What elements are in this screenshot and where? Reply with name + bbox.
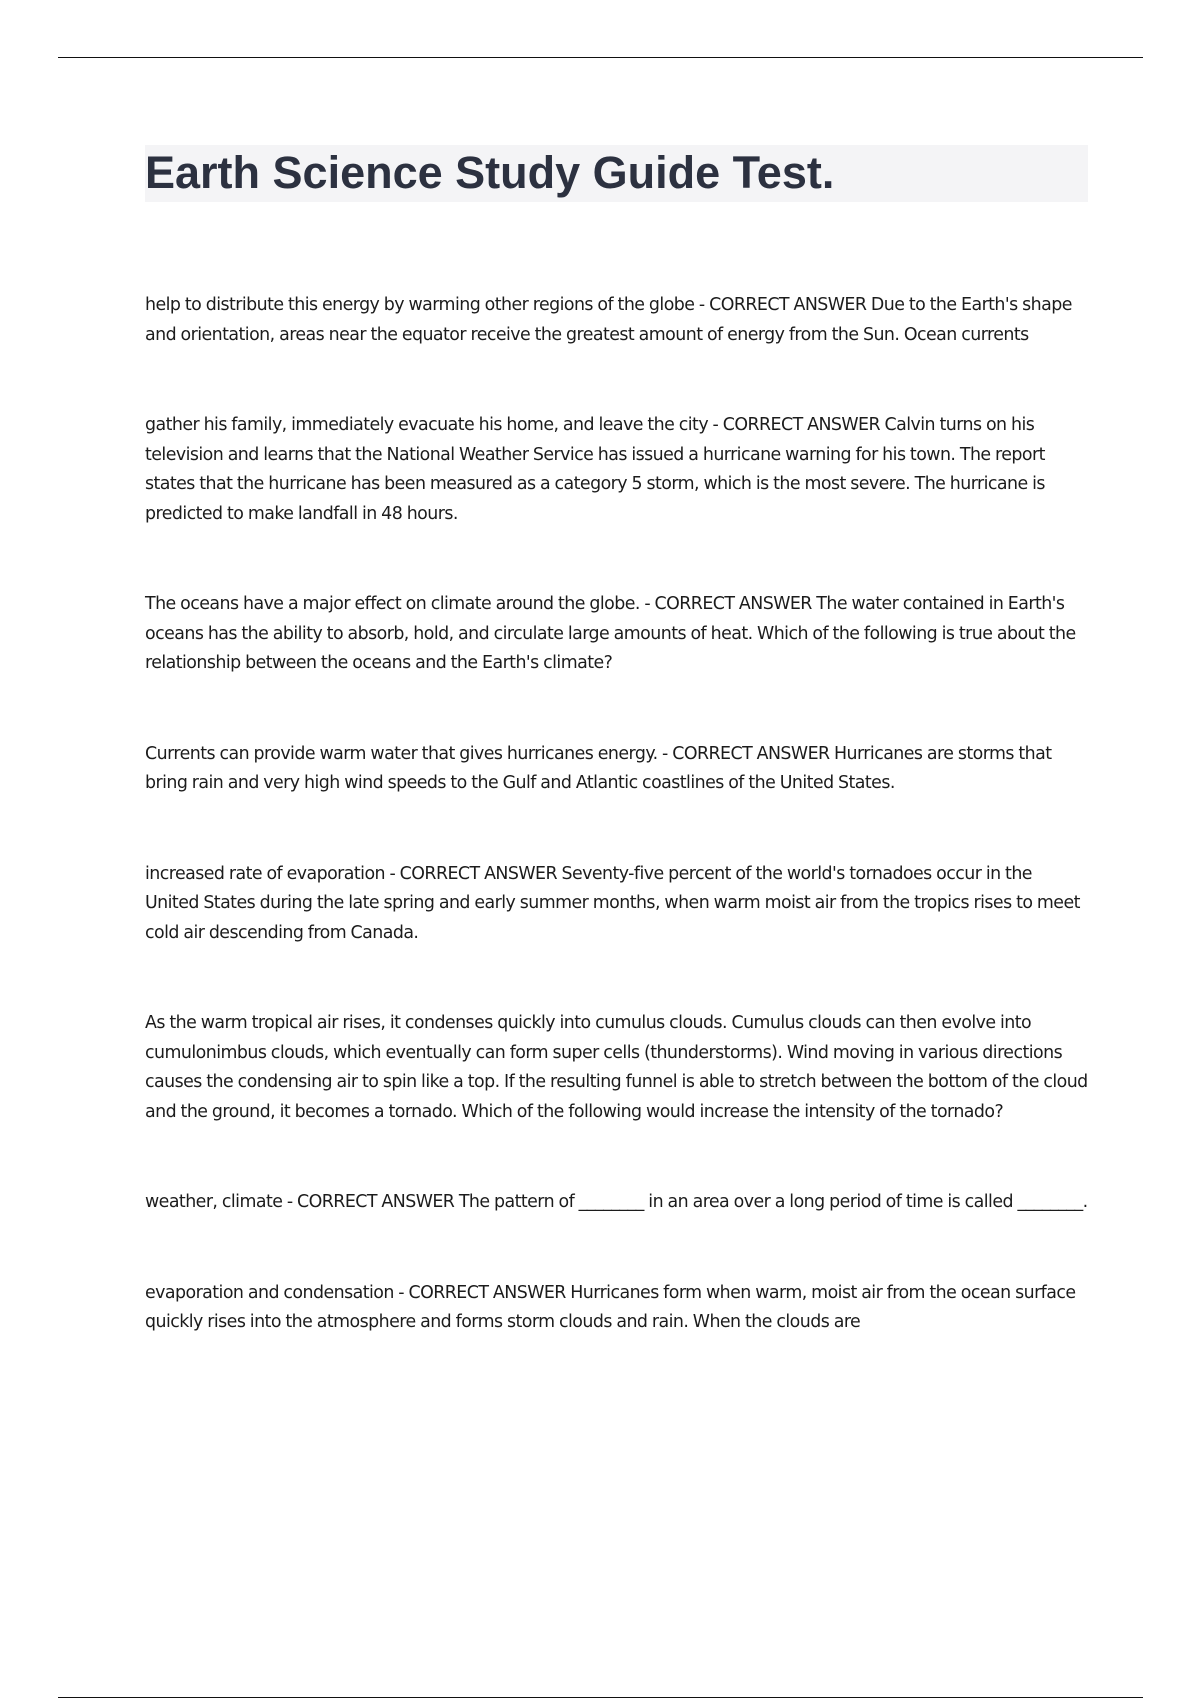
qa-entries	[145, 291, 1090, 1399]
qa-entry: gather his family, immediately evacuate his home, and leave the city - CORRECT ANSWER Calvin turns on his television and learns that the National Weather Service has issued a hurricane warning for his town. The report states that the hurricane has been measured as a category 5 storm, which is the most severe. The hurricane is predicted to make landfall in 48 hours.	[145, 415, 1045, 524]
document-title: Earth Science Study Guide Test.	[145, 147, 835, 198]
qa-entry: increased rate of evaporation - CORRECT ANSWER Seventy-five percent of the world's tornadoes occur in the United States during the late spring and early summer months, when warm moist air from the tropics rises to meet cold air descending from Canada.	[145, 863, 1080, 943]
qa-entry: weather, climate - CORRECT ANSWER The pattern of ________ in an area over a long period of time is called ________.	[145, 1192, 1088, 1212]
qa-entry: evaporation and condensation - CORRECT ANSWER Hurricanes form when warm, moist air from the ocean surface quickly rises into the atmosphere and forms storm clouds and rain. When the clouds are	[145, 1282, 1076, 1332]
qa-entry: The oceans have a major effect on climate around the globe. - CORRECT ANSWER The water contained in Earth's oceans has the ability to absorb, hold, and circulate large amounts of heat. Which of the following is true about the relationship between the oceans and the Earth's climate?	[145, 594, 1076, 673]
qa-entry: help to distribute this energy by warming other regions of the globe - CORRECT ANSWER Due to the Earth's shape and orientation, areas near the equator receive the greatest amount of energy from the Sun. Ocean currents	[145, 295, 1072, 345]
qa-entry: As the warm tropical air rises, it condenses quickly into cumulus clouds. Cumulus clouds can then evolve into cumulonimbus clouds, which eventually can form super cells (thunderstorms). Wind moving in various directions causes the condensing air to spin like a top. If the resulting funnel is able to stretch between the bottom of the cloud and the ground, it becomes a tornado. Which of the following would increase the intensity of the tornado?	[145, 1013, 1088, 1122]
footer-rule	[58, 1697, 1143, 1698]
qa-entry: Currents can provide warm water that gives hurricanes energy. - CORRECT ANSWER Hurricanes are storms that bring rain and very high wind speeds to the Gulf and Atlantic coastlines of the United States.	[145, 743, 1052, 793]
header-rule	[58, 57, 1143, 58]
